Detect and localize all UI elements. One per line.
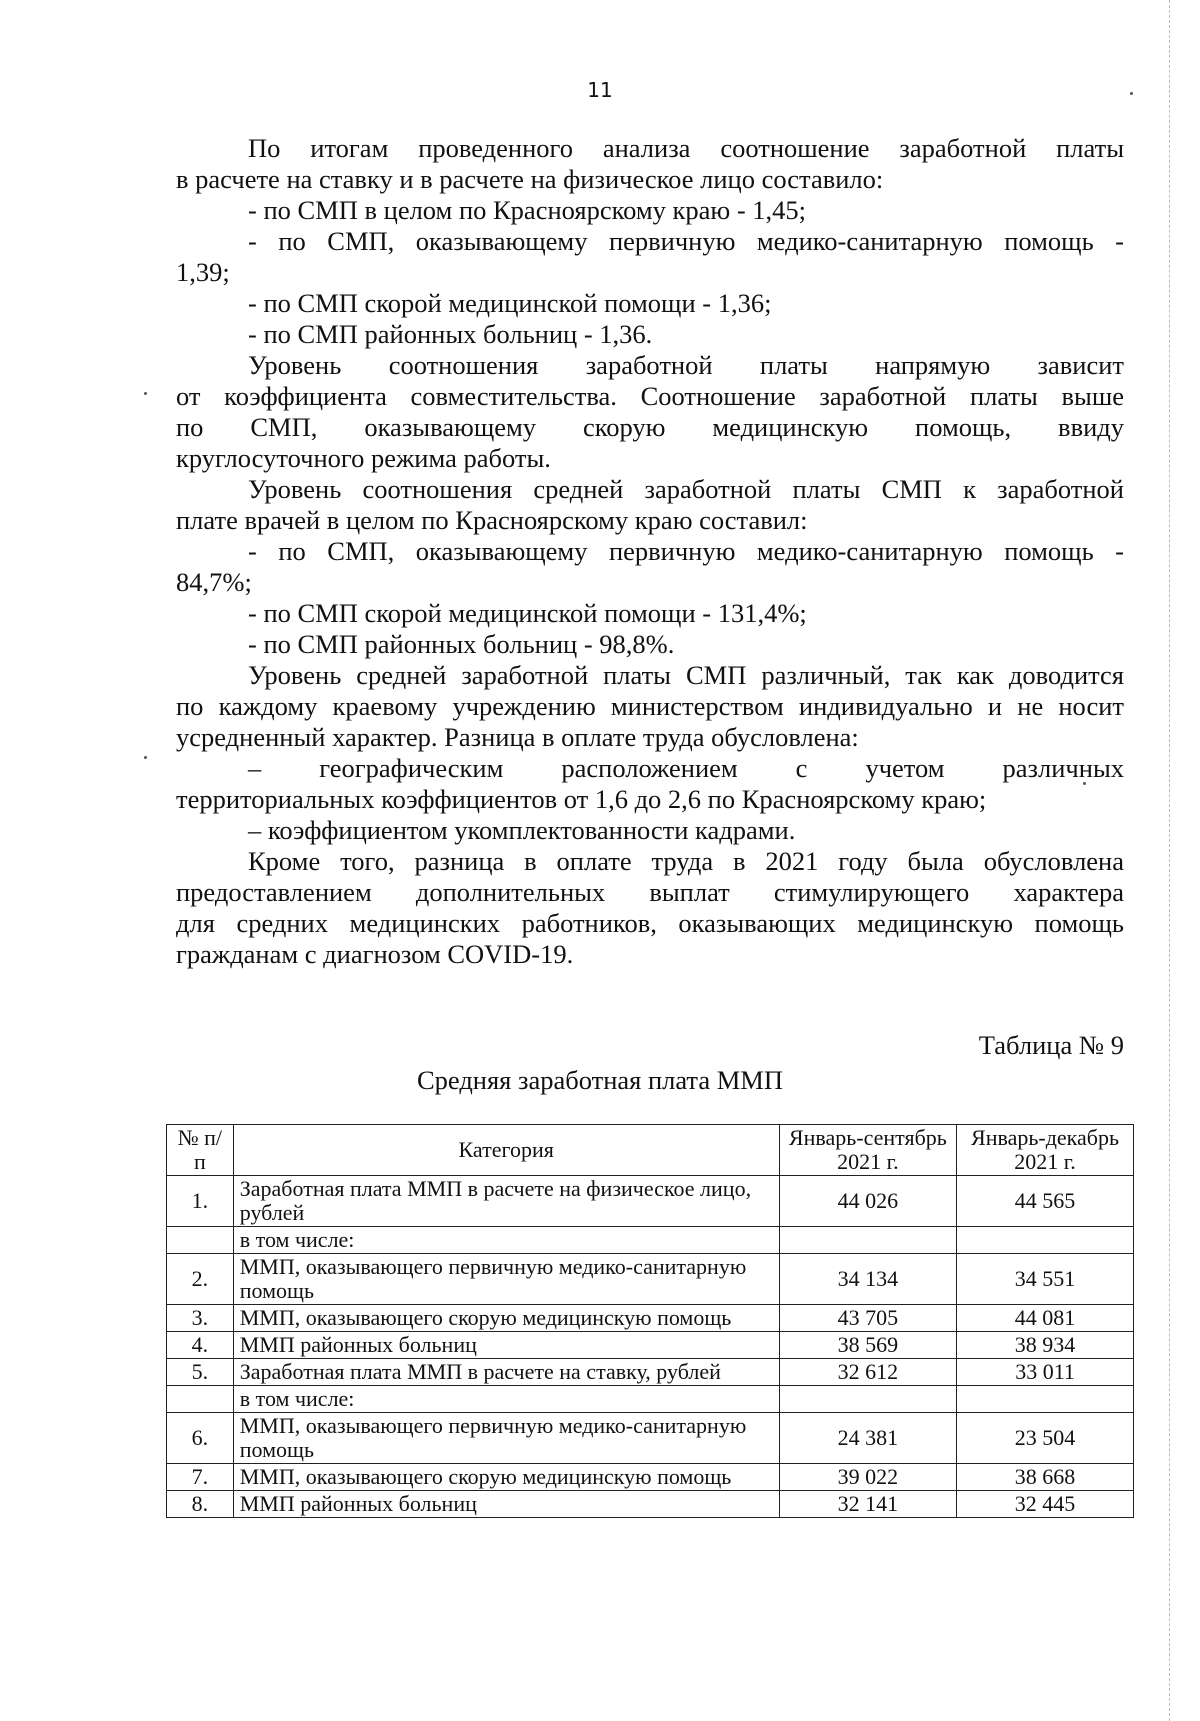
table-row (167, 1386, 1134, 1413)
row-value-jan-dec: 34 551 (957, 1254, 1134, 1305)
row-number: 8. (167, 1491, 234, 1518)
row-value-jan-dec: 38 934 (957, 1332, 1134, 1359)
row-value-jan-dec: 44 081 (957, 1305, 1134, 1332)
row-category: ММП, оказывающего первичную медико-санитарную помощь (233, 1254, 779, 1305)
row-value-jan-sep: 24 381 (779, 1413, 956, 1464)
text-line: в расчете на ставку и в расчете на физическое лицо составило: (176, 164, 884, 194)
table-row (167, 1413, 1134, 1464)
text-line: – коэффициентом укомплектованности кадрами. (248, 815, 796, 845)
row-number: 1. (167, 1176, 234, 1227)
table-title: Средняя заработная плата ММП (416, 1065, 783, 1095)
table-row (167, 1359, 1134, 1386)
text-line: плате врачей в целом по Красноярскому краю составил: (176, 505, 808, 535)
table-label: Таблица № 9 (978, 1030, 1124, 1060)
row-value-jan-sep: 32 141 (779, 1491, 956, 1518)
header-number: № п/п (167, 1125, 234, 1176)
table-row (167, 1176, 1134, 1227)
text-line: для средних медицинских работников, оказывающих медицинскую помощь (176, 908, 1124, 938)
row-category: ММП, оказывающего первичную медико-санитарную помощь (233, 1413, 779, 1464)
text-line: круглосуточного режима работы. (176, 443, 551, 473)
table-row (167, 1227, 1134, 1254)
row-value-jan-sep: 38 569 (779, 1332, 956, 1359)
row-category: ММП, оказывающего скорую медицинскую помощь (233, 1464, 779, 1491)
row-category: Заработная плата ММП в расчете на ставку, рублей (233, 1359, 779, 1386)
text-line: 84,7%; (176, 567, 252, 597)
row-value-jan-sep: 39 022 (779, 1464, 956, 1491)
text-line: - по СМП скорой медицинской помощи - 131,4%; (248, 598, 807, 628)
text-line: гражданам с диагнозом COVID-19. (176, 939, 574, 969)
text-line: По итогам проведенного анализа соотношение заработной платы (248, 133, 1124, 163)
row-value-jan-sep (779, 1386, 956, 1413)
table-row (167, 1305, 1134, 1332)
row-value-jan-dec: 23 504 (957, 1413, 1134, 1464)
row-number: 6. (167, 1413, 234, 1464)
header-jan-dec: Январь-декабрь 2021 г. (957, 1125, 1134, 1176)
scan-speck (144, 392, 147, 395)
row-category: в том числе: (233, 1227, 779, 1254)
row-number: 3. (167, 1305, 234, 1332)
page-number: 11 (587, 78, 613, 102)
row-value-jan-dec: 32 445 (957, 1491, 1134, 1518)
salary-table (166, 1124, 1134, 1518)
row-value-jan-sep: 32 612 (779, 1359, 956, 1386)
row-category: ММП районных больниц (233, 1332, 779, 1359)
text-line: усредненный характер. Разница в оплате труда обусловлена: (176, 722, 859, 752)
row-number (167, 1227, 234, 1254)
row-value-jan-dec: 38 668 (957, 1464, 1134, 1491)
text-line: - по СМП скорой медицинской помощи - 1,36; (248, 288, 772, 318)
text-line: Уровень средней заработной платы СМП различный, так как доводится (248, 660, 1124, 690)
table-row (167, 1464, 1134, 1491)
row-category: в том числе: (233, 1386, 779, 1413)
text-line: территориальных коэффициентов от 1,6 до 2,6 по Красноярскому краю; (176, 784, 987, 814)
row-value-jan-sep (779, 1227, 956, 1254)
text-line: от коэффициента совместительства. Соотношение заработной платы выше (176, 381, 1124, 411)
text-line: 1,39; (176, 257, 230, 287)
text-line: - по СМП, оказывающему первичную медико-санитарную помощь - (248, 226, 1124, 256)
table-row (167, 1332, 1134, 1359)
header-jan-sep: Январь-сентябрь 2021 г. (779, 1125, 956, 1176)
row-number: 7. (167, 1464, 234, 1491)
row-value-jan-dec: 33 011 (957, 1359, 1134, 1386)
table-header-row (167, 1125, 1134, 1176)
text-line: Уровень соотношения средней заработной платы СМП к заработной (248, 474, 1124, 504)
text-line: по каждому краевому учреждению министерством индивидуально и не носит (176, 691, 1124, 721)
row-value-jan-sep: 43 705 (779, 1305, 956, 1332)
table-row (167, 1254, 1134, 1305)
table-row (167, 1491, 1134, 1518)
header-category: Категория (233, 1125, 779, 1176)
scan-speck (144, 756, 147, 759)
row-value-jan-dec (957, 1386, 1134, 1413)
text-line: - по СМП районных больниц - 1,36. (248, 319, 653, 349)
text-line: по СМП, оказывающему скорую медицинскую помощь, ввиду (176, 412, 1124, 442)
row-value-jan-dec: 44 565 (957, 1176, 1134, 1227)
row-number: 4. (167, 1332, 234, 1359)
row-value-jan-dec (957, 1227, 1134, 1254)
row-category: ММП районных больниц (233, 1491, 779, 1518)
row-category: Заработная плата ММП в расчете на физическое лицо, рублей (233, 1176, 779, 1227)
row-number: 2. (167, 1254, 234, 1305)
text-line: – географическим расположением с учетом различных (248, 753, 1124, 783)
text-line: предоставлением дополнительных выплат стимулирующего характера (176, 877, 1124, 907)
text-line: Уровень соотношения заработной платы напрямую зависит (248, 350, 1124, 380)
text-line: - по СМП районных больниц - 98,8%. (248, 629, 675, 659)
row-value-jan-sep: 34 134 (779, 1254, 956, 1305)
row-number (167, 1386, 234, 1413)
text-line: - по СМП, оказывающему первичную медико-санитарную помощь - (248, 536, 1124, 566)
row-value-jan-sep: 44 026 (779, 1176, 956, 1227)
text-line: - по СМП в целом по Красноярскому краю - 1,45; (248, 195, 807, 225)
row-category: ММП, оказывающего скорую медицинскую помощь (233, 1305, 779, 1332)
scan-edge-line (1168, 0, 1170, 1721)
row-number: 5. (167, 1359, 234, 1386)
body-text (176, 133, 1124, 970)
text-line: Кроме того, разница в оплате труда в 2021 году была обусловлена (248, 846, 1124, 876)
